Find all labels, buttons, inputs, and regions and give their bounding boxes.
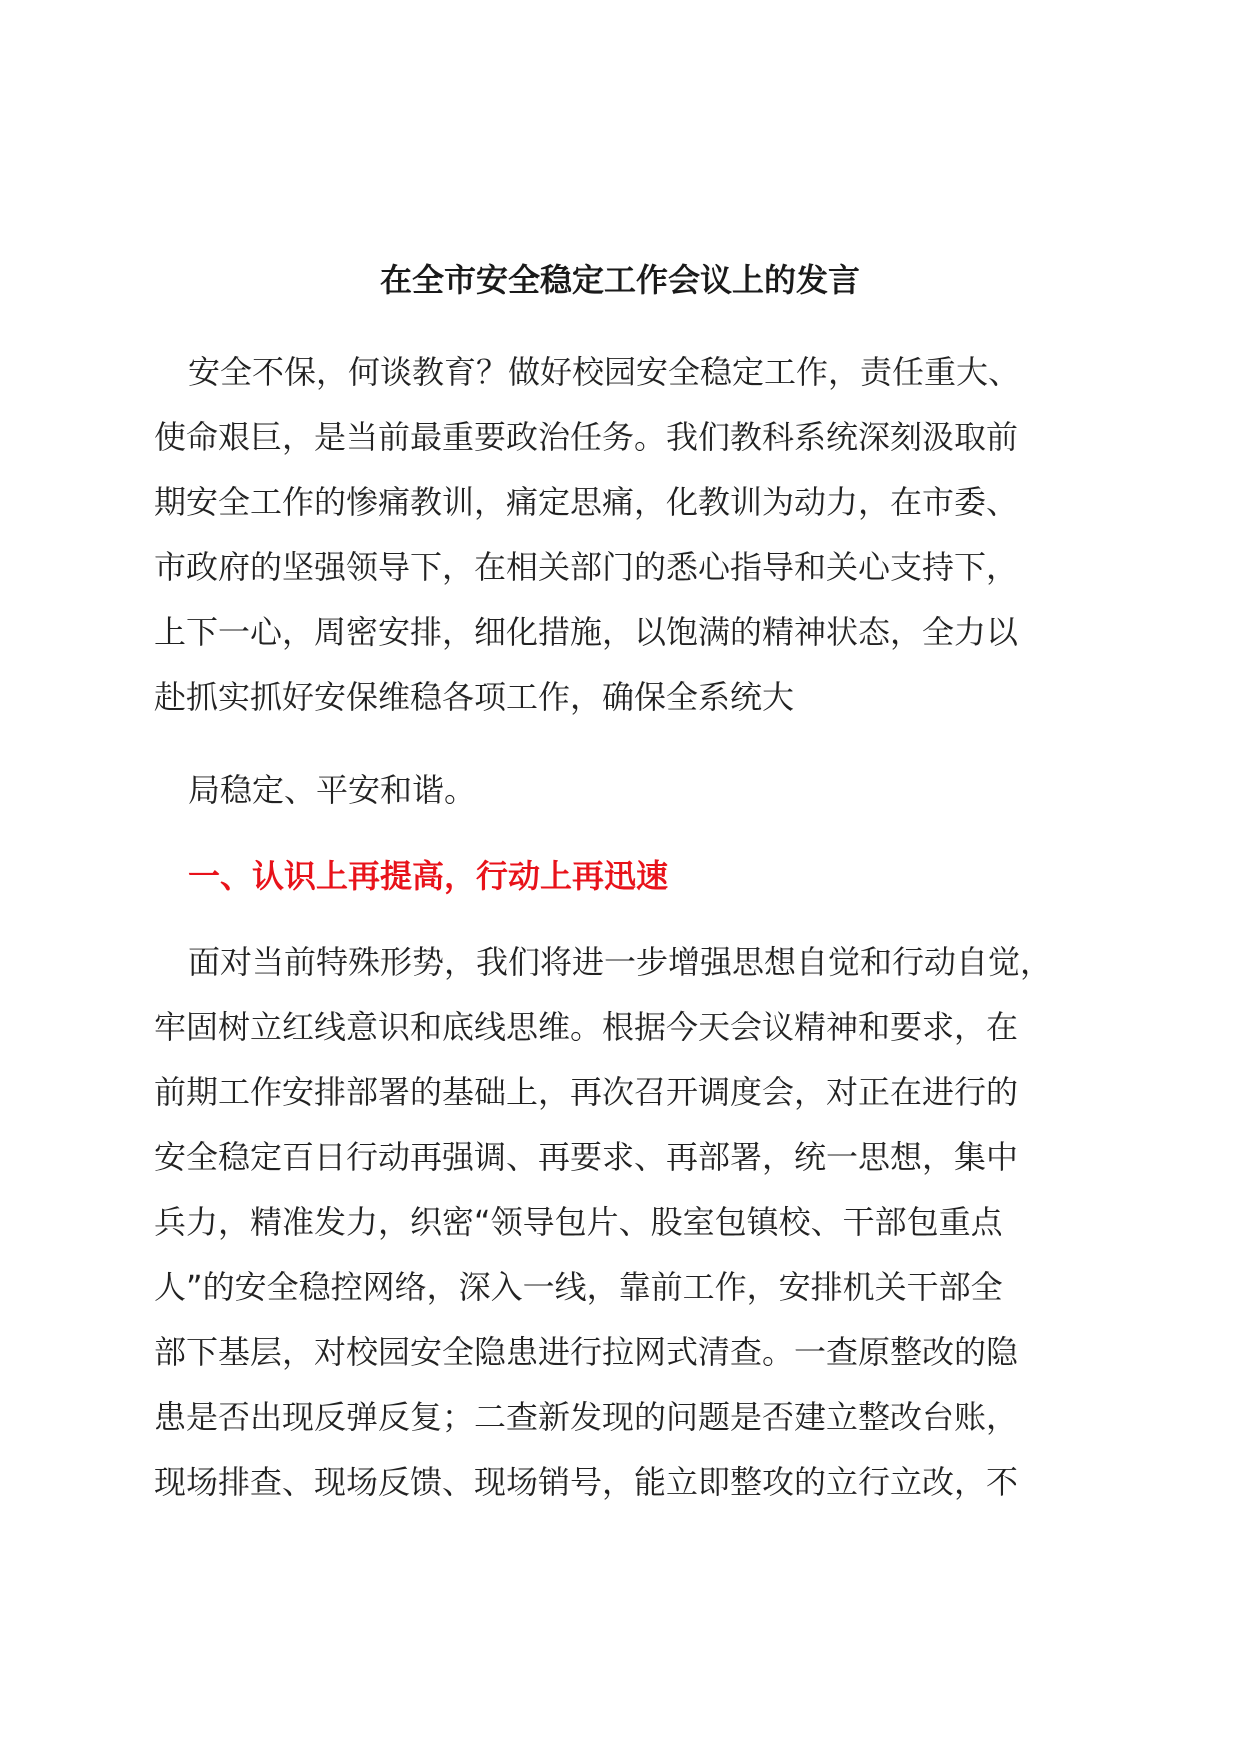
paragraph-line: 前期工作安排部署的基础上，再次召开调度会，对正在进行的 xyxy=(154,1073,1019,1111)
paragraph-line: 现场排查、现场反馈、现场销号，能立即整攻的立行立改，不 xyxy=(154,1463,1019,1501)
paragraph-line: 市政府的坚强领导下，在相关部门的悉心指导和关心支持下， xyxy=(154,548,1019,586)
paragraph-line: 赴抓实抓好安保维稳各项工作，确保全系统大 xyxy=(154,678,795,716)
paragraph-line: 局稳定、平安和谐。 xyxy=(188,771,477,809)
paragraph-line: 面对当前特殊形势，我们将进一步增强思想自觉和行动自觉， xyxy=(188,943,1053,981)
paragraph-line: 牢固树立红线意识和底线思维。根据今天会议精神和要求，在 xyxy=(154,1008,1019,1046)
intro-paragraph xyxy=(154,340,1094,730)
paragraph-line: 兵力，精准发力，织密“领导包片、股室包镇校、干部包重点 xyxy=(154,1203,1003,1241)
paragraph-line: 安全稳定百日行动再强调、再要求、再部署，统一思想，集中 xyxy=(154,1138,1019,1176)
page-title: 在全市安全稳定工作会议上的发言 xyxy=(379,261,860,299)
paragraph-line: 安全不保，何谈教育？做好校园安全稳定工作，责任重大、 xyxy=(188,353,1021,391)
intro-tail-paragraph xyxy=(154,758,1094,823)
section1-paragraph xyxy=(154,930,1094,1515)
paragraph-line: 使命艰巨，是当前最重要政治任务。我们教科系统深刻汲取前 xyxy=(154,418,1019,456)
section-heading: 一、认识上再提高，行动上再迅速 xyxy=(188,857,669,895)
paragraph-line: 期安全工作的惨痛教训，痛定思痛，化教训为动力，在市委、 xyxy=(154,483,1019,521)
paragraph-line: 人”的安全稳控网络，深入一线，靠前工作，安排机关干部全 xyxy=(154,1268,1003,1306)
paragraph-line: 部下基层，对校园安全隐患进行拉网式清查。一查原整改的隐 xyxy=(154,1333,1019,1371)
paragraph-line: 患是否出现反弹反复；二查新发现的问题是否建立整改台账， xyxy=(154,1398,1019,1436)
paragraph-line: 上下一心，周密安排，细化措施，以饱满的精神状态，全力以 xyxy=(154,613,1019,651)
